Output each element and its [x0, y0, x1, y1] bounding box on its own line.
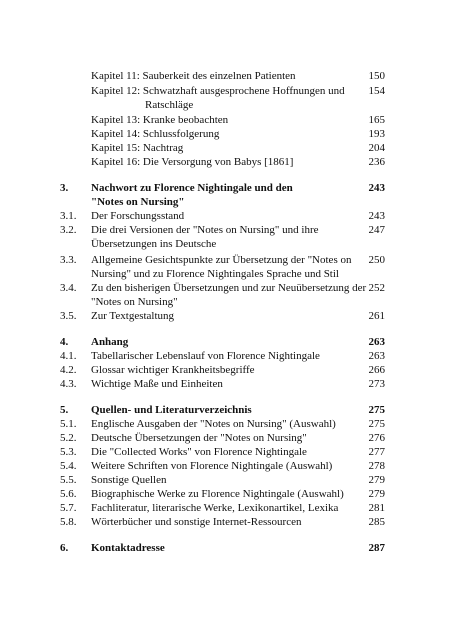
- entry-page: 250: [368, 254, 385, 266]
- entry-title: Zur Textgestaltung: [91, 310, 175, 322]
- entry-number: 4.3.: [60, 378, 77, 390]
- entry-title: Kapitel 15: Nachtrag: [91, 142, 184, 154]
- entry-number: 4.1.: [60, 350, 77, 362]
- entry-number: 3.5.: [60, 310, 77, 322]
- entry-page: 266: [368, 364, 385, 376]
- entry-title: Kapitel 11: Sauberkeit des einzelnen Patienten: [91, 70, 296, 82]
- entry-page: 204: [368, 142, 385, 154]
- section-page: 243: [368, 182, 385, 194]
- entry-title: Weitere Schriften von Florence Nightingale (Auswahl): [91, 460, 333, 472]
- entry-number: 5.5.: [60, 474, 77, 486]
- section-page: 287: [368, 542, 385, 554]
- section-title-continued: "Notes on Nursing": [91, 196, 185, 208]
- entry-page: 243: [368, 210, 385, 222]
- entry-number: 5.2.: [60, 432, 77, 444]
- entry-page: 252: [368, 282, 385, 294]
- entry-number: 3.3.: [60, 254, 77, 266]
- entry-page: 278: [368, 460, 385, 472]
- entry-page: 276: [368, 432, 385, 444]
- entry-number: 3.2.: [60, 224, 77, 236]
- entry-page: 247: [368, 224, 385, 236]
- entry-title: Kapitel 16: Die Versorgung von Babys [1861]: [91, 156, 294, 168]
- entry-title: Kapitel 12: Schwatzhaft ausgesprochene Hoffnungen und: [91, 85, 345, 97]
- entry-number: 4.2.: [60, 364, 77, 376]
- entry-title: Die drei Versionen der "Notes on Nursing" und ihre: [91, 224, 319, 236]
- entry-title: Kapitel 14: Schlussfolgerung: [91, 128, 220, 140]
- entry-page: 261: [368, 310, 385, 322]
- entry-title: Wörterbücher und sonstige Internet-Ressourcen: [91, 516, 302, 528]
- entry-page: 263: [368, 350, 385, 362]
- entry-number: 3.1.: [60, 210, 77, 222]
- section-title: Quellen- und Literaturverzeichnis: [91, 404, 252, 416]
- section-title: Kontaktadresse: [91, 542, 165, 554]
- entry-number: 3.4.: [60, 282, 77, 294]
- entry-title: Wichtige Maße und Einheiten: [91, 378, 223, 390]
- entry-title: Zu den bisherigen Übersetzungen und zur Neuübersetzung der: [91, 282, 367, 294]
- entry-page: 150: [368, 70, 385, 82]
- entry-title: Fachliteratur, literarische Werke, Lexikonartikel, Lexika: [91, 502, 339, 514]
- entry-title: Biographische Werke zu Florence Nightingale (Auswahl): [91, 488, 344, 500]
- entry-number: 5.4.: [60, 460, 77, 472]
- section-number: 6.: [60, 542, 69, 554]
- entry-page: 154: [368, 85, 385, 97]
- entry-page: 275: [368, 418, 385, 430]
- entry-title: Sonstige Quellen: [91, 474, 167, 486]
- entry-title: Deutsche Übersetzungen der "Notes on Nursing": [91, 432, 307, 444]
- entry-title-continued: "Notes on Nursing": [91, 296, 178, 308]
- section-number: 3.: [60, 182, 69, 194]
- entry-page: 236: [368, 156, 385, 168]
- entry-page: 281: [368, 502, 385, 514]
- entry-number: 5.1.: [60, 418, 77, 430]
- entry-title-continued: Ratschläge: [145, 99, 194, 111]
- entry-title: Kapitel 13: Kranke beobachten: [91, 114, 229, 126]
- entry-number: 5.8.: [60, 516, 77, 528]
- section-number: 4.: [60, 336, 69, 348]
- entry-title: Englische Ausgaben der "Notes on Nursing" (Auswahl): [91, 418, 336, 430]
- section-number: 5.: [60, 404, 69, 416]
- section-page: 263: [368, 336, 385, 348]
- entry-page: 279: [368, 488, 385, 500]
- section-title: Anhang: [91, 336, 129, 348]
- entry-title: Der Forschungsstand: [91, 210, 185, 222]
- entry-number: 5.3.: [60, 446, 77, 458]
- entry-page: 273: [368, 378, 385, 390]
- entry-page: 285: [368, 516, 385, 528]
- entry-number: 5.6.: [60, 488, 77, 500]
- entry-title-continued: Nursing" und zu Florence Nightingales Sprache und Stil: [91, 268, 339, 280]
- entry-title: Die "Collected Works" von Florence Nightingale: [91, 446, 307, 458]
- section-page: 275: [368, 404, 385, 416]
- entry-title-continued: Übersetzungen ins Deutsche: [91, 238, 217, 250]
- entry-title: Glossar wichtiger Krankheitsbegriffe: [91, 364, 255, 376]
- entry-page: 165: [368, 114, 385, 126]
- entry-title: Allgemeine Gesichtspunkte zur Übersetzung der "Notes on: [91, 254, 352, 266]
- entry-page: 277: [368, 446, 385, 458]
- entry-number: 5.7.: [60, 502, 77, 514]
- entry-page: 193: [368, 128, 385, 140]
- entry-title: Tabellarischer Lebenslauf von Florence Nightingale: [91, 350, 320, 362]
- section-title: Nachwort zu Florence Nightingale und den: [91, 182, 293, 194]
- entry-page: 279: [368, 474, 385, 486]
